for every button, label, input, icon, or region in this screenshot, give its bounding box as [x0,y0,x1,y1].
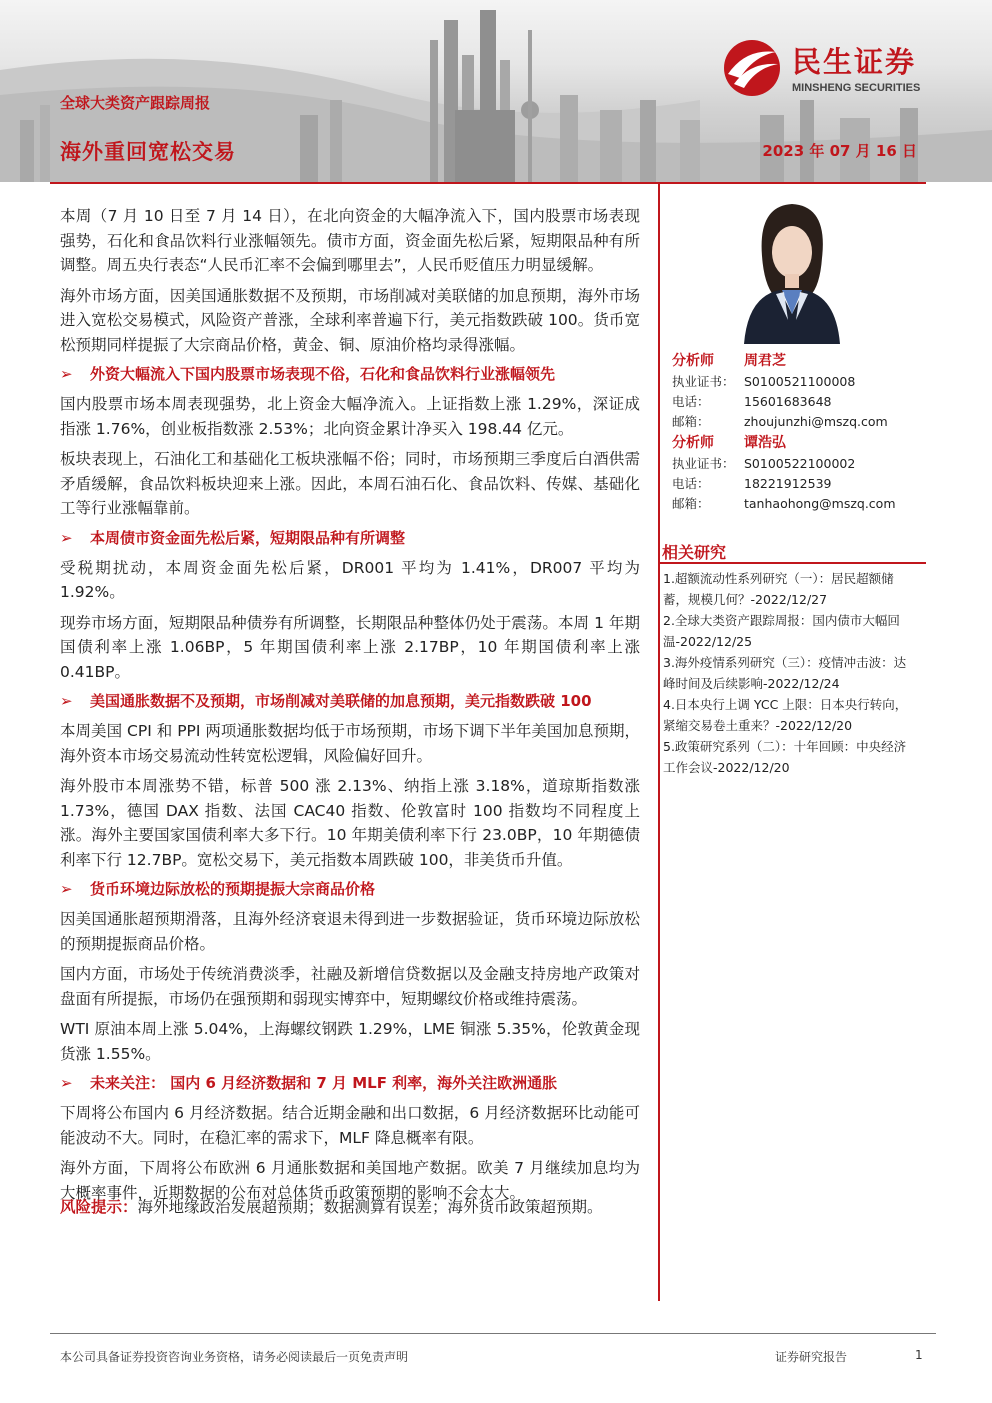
arrow-bullet-icon: ➢ [60,880,73,898]
footer-divider [50,1333,936,1334]
analyst-cert-row [672,454,926,474]
paragraph: 因美国通胀超预期滑落，且海外经济衰退未得到进一步数据验证，货币环境边际放松的预期提振商品价格。 [60,910,640,953]
cert-label: 执业证书： [672,456,735,471]
analyst-photo [740,196,844,344]
analyst-role: 分析师 [672,353,714,369]
header-banner [0,0,992,182]
section-heading [60,690,640,712]
cert-number: S0100521100008 [744,374,856,389]
cert-label: 执业证书： [672,374,735,389]
paragraph: 海外市场方面，因美国通胀数据不及预期，市场削减对美联储的加息预期，海外市场进入宽松交易模式，风险资产普涨，全球利率普遍下行，美元指数跌破 100。货币宽松预期同样提振了大宗商品价格，黄金、铜、原油价格均录得涨幅。 [60,286,640,354]
arrow-bullet-icon: ➢ [60,528,73,547]
paragraph: 国内方面，市场处于传统消费淡季，社融及新增信贷数据以及金融支持房地产政策对盘面有所提振，市场仍在强预期和弱现实博弈中，短期螺纹价格或维持震荡。 [60,965,640,1008]
paragraph: 板块表现上，石油化工和基础化工板块涨幅不俗；同时，市场预期三季度后白酒供需矛盾缓解，食品饮料板块迎来上涨。因此，本周石油石化、食品饮料、传媒、基础化工等行业涨幅靠前。 [60,450,640,517]
page-number: 1 [915,1348,923,1362]
section-heading-text: 未来关注： 国内 6 月经济数据和 7 月 MLF 利率，海外关注欧洲通胀 [90,1074,558,1092]
arrow-bullet-icon: ➢ [60,1074,73,1092]
email-label: 邮箱： [672,414,710,429]
section-heading [60,527,640,549]
analyst-name: 周君芝 [744,353,786,369]
column-divider [658,184,660,1301]
paragraph: 现券市场方面，短期限品种债券有所调整，长期限品种整体仍处于震荡。本周 1 年期国债利率上涨 1.06BP，5 年期国债利率上涨 2.17BP，10 年期国债利率上涨 0.41BP。 [60,613,640,681]
analyst-phone-row [672,392,926,412]
risk-label: 风险提示： [60,1198,138,1216]
analyst-phone-row [672,474,926,494]
phone-label: 电话： [672,394,710,409]
cert-number: S0100522100002 [744,456,856,471]
company-logo [720,38,970,98]
arrow-bullet-icon: ➢ [60,692,73,710]
paragraph: 海外方面，下周将公布欧洲 6 月通胀数据和美国地产数据。欧美 7 月继续加息均为大概率事件，近期数据的公布对总体货币政策预期的影响不会太大。 [60,1159,640,1202]
email-link[interactable]: zhoujunzhi@mszq.com [744,414,888,429]
footer-disclaimer: 本公司具备证券投资咨询业务资格，请务必阅读最后一页免责声明 [60,1350,409,1364]
phone-label: 电话： [672,476,710,491]
report-date: 2023 年 07 月 16 日 [762,142,917,160]
main-content [60,204,640,1211]
footer-report-type: 证券研究报告 [775,1350,848,1364]
analyst-cert-row [672,372,926,392]
risk-text: 海外地缘政治发展超预期；数据测算有误差；海外货币政策超预期。 [137,1198,603,1216]
phone-number: 15601683648 [744,394,832,409]
phone-number: 18221912539 [744,476,832,491]
section-heading [60,1072,640,1094]
paragraph: WTI 原油本周上涨 5.04%，上海螺纹钢跌 1.29%，LME 铜涨 5.35%，伦敦黄金现货涨 1.55%。 [60,1020,640,1063]
report-title: 海外重回宽松交易 [60,140,236,164]
section-heading [60,363,640,385]
paragraph: 受税期扰动，本周资金面先松后紧，DR001 平均为 1.41%，DR007 平均为 1.92%。 [60,558,640,601]
related-research-item[interactable]: 1.超额流动性系列研究（一）：居民超额储蓄，规模几何？-2022/12/27 [663,571,894,607]
analyst-role: 分析师 [672,435,714,451]
logo-text-cn: 民生证券 [792,45,917,79]
related-research-list [663,568,913,778]
minsheng-logo-icon [720,38,786,98]
analyst-name: 谭浩弘 [744,435,786,451]
report-type: 全球大类资产跟踪周报 [60,94,211,112]
paragraph: 下周将公布国内 6 月经济数据。结合近期金融和出口数据，6 月经济数据环比动能可能波动不大。同时，在稳汇率的需求下，MLF 降息概率有限。 [60,1104,640,1147]
paragraph: 海外股市本周涨势不错，标普 500 涨 2.13%、纳指上涨 3.18%，道琼斯指数涨 1.73%，德国 DAX 指数、法国 CAC40 指数、伦敦富时 100 指数均不同程度上涨。海外主要国家国债利率大多下行。10 年期美债利率下行 23.0BP，10 年期德债利率下行 12.7BP。宽松交易下，美元指数本周跌破 100，非美货币升值。 [60,777,640,869]
risk-warning [60,1196,650,1218]
email-label: 邮箱： [672,496,710,511]
section-heading-text: 外资大幅流入下国内股票市场表现不俗，石化和食品饮料行业涨幅领先 [90,365,556,383]
related-research-divider [660,562,926,564]
analyst-info [672,350,926,514]
arrow-bullet-icon: ➢ [60,365,73,383]
email-link[interactable]: tanhaohong@mszq.com [744,496,896,511]
logo-text-en: MINSHENG SECURITIES [792,82,921,94]
paragraph: 国内股票市场本周表现强势，北上资金大幅净流入。上证指数上涨 1.29%，深证成指涨 1.76%，创业板指数涨 2.53%；北向资金累计净买入 198.44 亿元。 [60,395,640,438]
paragraph: 本周（7 月 10 日至 7 月 14 日），在北向资金的大幅净流入下，国内股票市场表现强势，石化和食品饮料行业涨幅领先。债市方面，资金面先松后紧，短期限品种有所调整。周五央行表态“人民币汇率不会偏到哪里去”，人民币贬值压力明显缓解。 [60,207,640,274]
related-research-title: 相关研究 [662,543,727,562]
related-research-item[interactable]: 5.政策研究系列（二）：十年回顾：中央经济工作会议-2022/12/20 [663,739,907,775]
section-heading [60,878,640,900]
paragraph: 本周美国 CPI 和 PPI 两项通胀数据均低于市场预期，市场下调下半年美国加息预期，海外资本市场交易流动性转宽松逻辑，风险偏好回升。 [60,722,640,765]
analyst-email-row [672,412,926,432]
analyst-name-row [672,350,926,372]
section-heading-text: 美国通胀数据不及预期，市场削减对美联储的加息预期，美元指数跌破 100 [90,692,592,710]
related-research-item[interactable]: 4.日本央行上调 YCC 上限：日本央行转向，紧缩交易卷土重来？-2022/12/20 [663,697,908,733]
section-heading-text: 本周债市资金面先松后紧，短期限品种有所调整 [90,528,406,547]
section-heading-text: 货币环境边际放松的预期提振大宗商品价格 [90,880,376,898]
header-divider [50,182,926,184]
related-research-item[interactable]: 3.海外疫情系列研究（三）：疫情冲击波：达峰时间及后续影响-2022/12/24 [663,655,907,691]
analyst-name-row [672,432,926,454]
analyst-email-row [672,494,926,514]
related-research-item[interactable]: 2.全球大类资产跟踪周报：国内债市大幅回温-2022/12/25 [663,613,900,649]
